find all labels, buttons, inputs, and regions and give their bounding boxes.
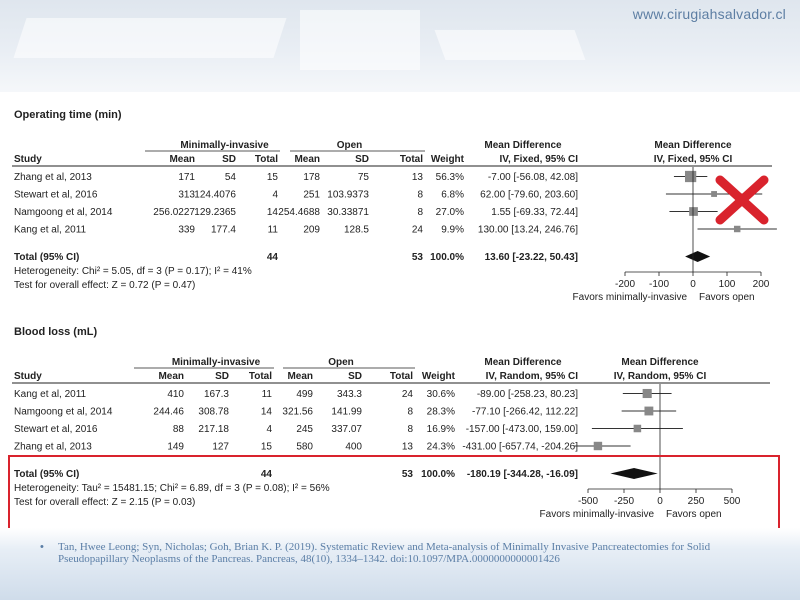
- total-mi: 44: [266, 252, 278, 263]
- mi-mean: 339: [178, 224, 195, 236]
- col-header-open-total: Total: [399, 154, 423, 165]
- weight: 27.0%: [435, 207, 464, 218]
- open-total: 24: [411, 224, 423, 236]
- study-name: Zhang et al, 2013: [14, 441, 92, 453]
- mean-difference-text: -77.10 [-266.42, 112.22]: [471, 406, 578, 418]
- mi-total: 11: [261, 389, 272, 400]
- col-header-mi-total: Total: [248, 371, 272, 382]
- mi-mean: 149: [167, 441, 184, 453]
- mi-mean: 313: [178, 189, 195, 201]
- md-header: Mean Difference: [484, 140, 562, 151]
- weight: 28.3%: [426, 406, 455, 418]
- chart-title: Blood loss (mL): [14, 326, 98, 338]
- open-mean: 499: [296, 389, 313, 400]
- heterogeneity-text: Heterogeneity: Chi² = 5.05, df = 3 (P = 0.17); I² = 41%: [14, 266, 252, 277]
- open-sd: 337.07: [331, 424, 362, 435]
- open-total: 13: [401, 441, 413, 453]
- open-sd: 128.5: [343, 224, 369, 236]
- favors-right-label: Favors open: [666, 509, 722, 520]
- mi-sd: 129.2365: [194, 207, 236, 218]
- group-label-open: Open: [336, 140, 363, 151]
- favors-left-label: Favors minimally-invasive: [572, 292, 687, 303]
- study-name: Stewart et al, 2016: [14, 424, 98, 435]
- open-mean: 251: [303, 189, 320, 201]
- overall-effect-text: Test for overall effect: Z = 2.15 (P = 0.03): [14, 497, 196, 508]
- open-total: 8: [417, 207, 423, 218]
- mi-total: 14: [260, 406, 272, 418]
- open-mean: 209: [303, 224, 320, 236]
- open-total: 8: [407, 424, 413, 435]
- mi-sd: 308.78: [198, 406, 229, 418]
- col-header-weight: Weight: [430, 154, 464, 165]
- x-tick-label: 100: [718, 279, 736, 290]
- plot-header-ci: IV, Fixed, 95% CI: [653, 154, 733, 165]
- total-weight: 100.0%: [430, 252, 464, 263]
- x-tick-label: -250: [613, 496, 635, 507]
- plot-header: Mean Difference: [654, 140, 732, 151]
- mean-difference-text: -7.00 [-56.08, 42.08]: [487, 172, 578, 183]
- x-tick-label: 250: [687, 496, 705, 507]
- col-header-weight: Weight: [421, 371, 455, 382]
- col-header-open-sd: SD: [348, 371, 362, 382]
- mi-sd: 124.4076: [194, 189, 236, 201]
- mean-difference-text: 1.55 [-69.33, 72.44]: [491, 207, 578, 218]
- group-label-mi: Minimally-invasive: [180, 140, 269, 151]
- mi-total: 14: [266, 207, 278, 218]
- mi-total: 4: [266, 424, 272, 435]
- x-tick-label: 0: [657, 496, 663, 507]
- total-md-text: 13.60 [-23.22, 50.43]: [484, 252, 578, 263]
- mi-sd: 177.4: [210, 224, 236, 236]
- col-header-mi-total: Total: [254, 154, 278, 165]
- mi-mean: 88: [172, 424, 184, 435]
- red-x-icon: [714, 174, 770, 226]
- col-header-open-total: Total: [389, 371, 413, 382]
- total-label: Total (95% CI): [14, 469, 80, 480]
- open-sd: 141.99: [331, 406, 362, 418]
- open-total: 13: [411, 172, 423, 183]
- citation: Tan, Hwee Leong; Syn, Nicholas; Goh, Brian K. P. (2019). Systematic Review and Meta-analysis of Minimally Invasive Pancreatectomies for Solid Pseudopapillary Neoplasms of the Pancreas. Pancreas, 48(10), 1334–1342. doi:10.1097/MPA.0000000000001426: [58, 541, 711, 565]
- study-square: [689, 207, 698, 216]
- favors-right-label: Favors open: [699, 292, 755, 303]
- mean-difference-text: -431.00 [-657.74, -204.26]: [462, 441, 578, 453]
- open-sd: 103.9373: [327, 189, 369, 201]
- heterogeneity-text: Heterogeneity: Tau² = 15481.15; Chi² = 6.89, df = 3 (P = 0.08); I² = 56%: [14, 483, 330, 494]
- mean-difference-text: 62.00 [-79.60, 203.60]: [480, 189, 578, 201]
- mi-mean: 171: [178, 172, 195, 183]
- chart-title: Operating time (min): [14, 109, 122, 121]
- study-name: Namgoong et al, 2014: [14, 207, 113, 218]
- mi-sd: 217.18: [198, 424, 229, 435]
- total-label: Total (95% CI): [14, 252, 80, 263]
- weight: 9.9%: [441, 224, 464, 236]
- weight: 30.6%: [426, 389, 455, 400]
- study-name: Stewart et al, 2016: [14, 189, 98, 201]
- x-tick-label: 0: [690, 279, 696, 290]
- open-sd: 400: [345, 441, 362, 453]
- col-header-open-mean: Mean: [294, 154, 320, 165]
- x-tick-label: -500: [577, 496, 599, 507]
- total-weight: 100.0%: [421, 469, 455, 480]
- mi-mean: 256.0227: [153, 207, 195, 218]
- group-label-open: Open: [328, 357, 354, 368]
- weight: 24.3%: [426, 441, 455, 453]
- study-name: Kang et al, 2011: [14, 389, 87, 400]
- study-name: Kang et al, 2011: [14, 224, 87, 236]
- total-open: 53: [411, 252, 423, 263]
- weight: 56.3%: [435, 172, 464, 183]
- study-square: [644, 407, 653, 416]
- open-sd: 343.3: [336, 389, 362, 400]
- col-header-study: Study: [14, 371, 42, 382]
- mi-sd: 54: [224, 172, 236, 183]
- open-sd: 30.33871: [327, 207, 369, 218]
- favors-left-label: Favors minimally-invasive: [539, 509, 654, 520]
- mi-sd: 167.3: [203, 389, 229, 400]
- plot-header-ci: IV, Random, 95% CI: [613, 371, 707, 382]
- col-header-mi-mean: Mean: [158, 371, 184, 382]
- study-square: [634, 425, 642, 433]
- mi-total: 11: [267, 224, 278, 236]
- x-tick-label: 200: [752, 279, 770, 290]
- col-header-md-ci: IV, Fixed, 95% CI: [499, 154, 578, 165]
- mean-difference-text: -89.00 [-258.23, 80.23]: [476, 389, 578, 400]
- total-diamond: [685, 251, 710, 262]
- total-open: 53: [401, 469, 413, 480]
- total-mi: 44: [260, 469, 272, 480]
- study-square: [734, 226, 740, 232]
- open-total: 24: [401, 389, 413, 400]
- col-header-md-ci: IV, Random, 95% CI: [485, 371, 578, 382]
- total-md-text: -180.19 [-344.28, -16.09]: [466, 469, 578, 480]
- col-header-open-mean: Mean: [287, 371, 313, 382]
- open-mean: 321.56: [282, 406, 313, 418]
- study-square: [594, 442, 602, 450]
- group-label-mi: Minimally-invasive: [171, 357, 261, 368]
- mi-total: 15: [266, 172, 278, 183]
- overall-effect-text: Test for overall effect: Z = 0.72 (P = 0.47): [14, 280, 196, 291]
- col-header-study: Study: [14, 154, 42, 165]
- open-total: 8: [417, 189, 423, 201]
- x-tick-label: -200: [614, 279, 636, 290]
- col-header-open-sd: SD: [355, 154, 369, 165]
- mean-difference-text: 130.00 [13.24, 246.76]: [477, 224, 578, 236]
- citation-bullet: •: [40, 541, 44, 553]
- weight: 16.9%: [426, 424, 455, 435]
- open-total: 8: [407, 406, 413, 418]
- x-tick-label: -100: [648, 279, 670, 290]
- open-mean: 245: [296, 424, 313, 435]
- open-sd: 75: [357, 172, 369, 183]
- mi-total: 4: [272, 189, 278, 201]
- open-mean: 178: [303, 172, 320, 183]
- study-name: Namgoong et al, 2014: [14, 406, 113, 418]
- mi-total: 15: [260, 441, 272, 453]
- study-square: [685, 171, 696, 182]
- plot-header: Mean Difference: [621, 357, 699, 368]
- site-url: www.cirugiahsalvador.cl: [632, 6, 786, 22]
- weight: 6.8%: [441, 189, 464, 201]
- open-mean: 580: [296, 441, 313, 453]
- total-highlight-box: [8, 455, 780, 530]
- mi-mean: 410: [167, 389, 184, 400]
- mi-sd: 127: [212, 441, 229, 453]
- x-tick-label: 500: [723, 496, 741, 507]
- mean-difference-text: -157.00 [-473.00, 159.00]: [465, 424, 578, 435]
- open-mean: 254.4688: [278, 207, 320, 218]
- col-header-mi-sd: SD: [215, 371, 229, 382]
- mi-mean: 244.46: [153, 406, 184, 418]
- col-header-mi-sd: SD: [222, 154, 236, 165]
- study-name: Zhang et al, 2013: [14, 172, 92, 183]
- md-header: Mean Difference: [484, 357, 562, 368]
- study-square: [643, 389, 652, 398]
- col-header-mi-mean: Mean: [169, 154, 195, 165]
